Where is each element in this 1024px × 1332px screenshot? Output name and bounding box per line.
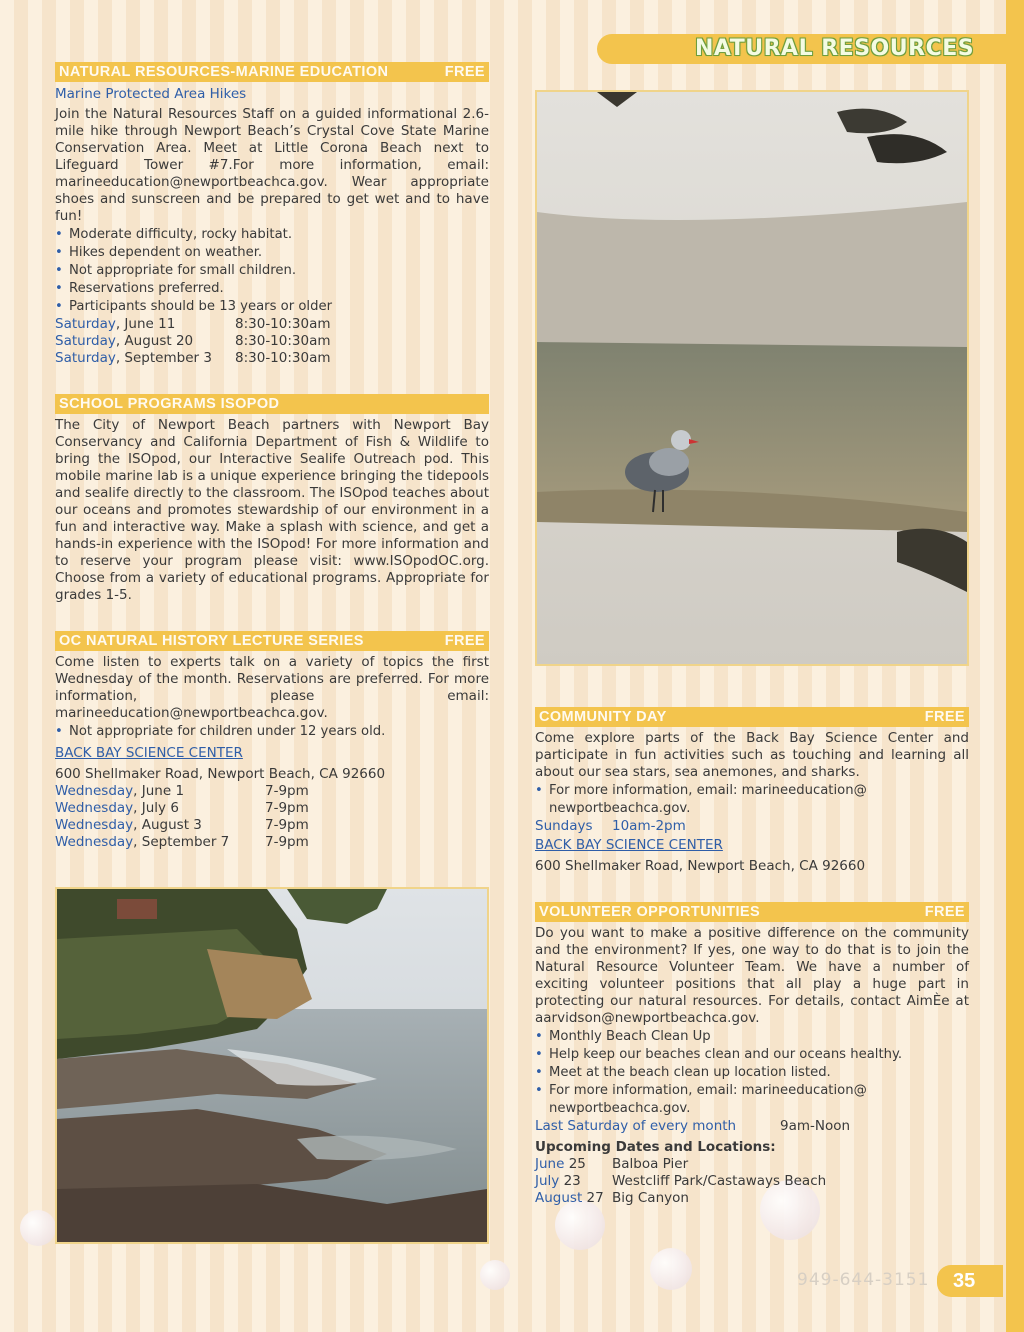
schedule-row: Sundays 10am-2pm <box>535 818 686 834</box>
list-item: • Help keep our beaches clean and our oceans healthy. <box>535 1047 903 1062</box>
free-tag: FREE <box>924 904 965 920</box>
volunteer-section <box>535 902 969 1207</box>
marine-hikes-subtitle: Marine Protected Area Hikes <box>55 86 247 102</box>
isopod-description: The City of Newport Beach partners with Newport Bay Conservancy and California Department of Fish & Wildlife to bring the ISOpod, our Interactive Sealife Outreach pod. This mobile marine lab is a unique experience bringing the tidepools and sealife directly to the classroom. The ISOpod teaches about our oceans and promotes stewardship of our environment in a fun and interactive way. Make a splash with science, and get a hands-in experience with the ISOpod! For more information and to reserve your program please visit: www.ISOpodOC.org. Choose from a variety of educational programs. Appropriate for grades 1-5. <box>55 417 489 603</box>
upcoming-label: Upcoming Dates and Locations: <box>535 1139 776 1155</box>
community-day-section <box>535 707 969 875</box>
banner-title: NATURAL RESOURCES <box>695 36 975 61</box>
lecture-series-header <box>55 631 489 651</box>
community-bullets <box>535 782 969 818</box>
schedule-row: August 27 Big Canyon <box>535 1190 689 1206</box>
lecture-schedule <box>55 783 489 851</box>
schedule-row: Wednesday, September 7 7-9pm <box>55 834 309 850</box>
section-banner <box>597 34 1024 64</box>
location-link[interactable]: BACK BAY SCIENCE CENTER <box>535 837 723 853</box>
isopod-header <box>55 394 489 414</box>
schedule-row: Wednesday, June 1 7-9pm <box>55 783 309 799</box>
list-item: • Participants should be 13 years or older <box>55 299 332 314</box>
section-title: COMMUNITY DAY <box>539 709 667 725</box>
seagull-photo <box>535 90 969 666</box>
decorative-bubble <box>650 1248 692 1290</box>
list-item: • Meet at the beach clean up location listed. <box>535 1065 831 1080</box>
section-title: NATURAL RESOURCES-MARINE EDUCATION <box>59 64 389 80</box>
list-item: • For more information, email: marineeducation@ newportbeachca.gov. <box>535 1083 867 1116</box>
location-link[interactable]: BACK BAY SCIENCE CENTER <box>55 745 243 761</box>
community-day-header <box>535 707 969 727</box>
list-item: • For more information, email: marineeducation@ newportbeachca.gov. <box>535 783 867 816</box>
upcoming-dates <box>535 1156 969 1207</box>
schedule-row: Saturday, June 11 8:30-10:30am <box>55 316 331 332</box>
section-title: VOLUNTEER OPPORTUNITIES <box>539 904 761 920</box>
volunteer-bullets <box>535 1028 969 1118</box>
page-number: 35 <box>937 1265 1003 1297</box>
schedule-row: June 25 Balboa Pier <box>535 1156 689 1172</box>
list-item: • Moderate difficulty, rocky habitat. <box>55 227 293 242</box>
volunteer-schedule <box>535 1118 969 1135</box>
section-title: OC NATURAL HISTORY LECTURE SERIES <box>59 633 364 649</box>
address: 600 Shellmaker Road, Newport Beach, CA 92660 <box>535 858 866 874</box>
free-tag: FREE <box>444 64 485 80</box>
marine-hikes-bullets <box>55 226 489 316</box>
free-tag: FREE <box>444 633 485 649</box>
schedule-row: Saturday, August 20 8:30-10:30am <box>55 333 331 349</box>
isopod-section <box>55 394 489 604</box>
marine-hikes-schedule <box>55 316 489 367</box>
list-item: • Not appropriate for children under 12 years old. <box>55 724 386 739</box>
decorative-bubble <box>555 1200 605 1250</box>
volunteer-header <box>535 902 969 922</box>
coastline-photo <box>55 887 489 1244</box>
lecture-description: Come listen to experts talk on a variety of topics the first Wednesday of the month. Reservations are preferred. For more information, please email: marineeducation@newportbeachca.gov. <box>55 654 489 721</box>
schedule-row: Wednesday, July 6 7-9pm <box>55 800 309 816</box>
community-schedule <box>535 818 969 835</box>
schedule-row: Wednesday, August 3 7-9pm <box>55 817 309 833</box>
schedule-row: Saturday, September 3 8:30-10:30am <box>55 350 331 366</box>
marine-education-header <box>55 62 489 82</box>
list-item: • Not appropriate for small children. <box>55 263 297 278</box>
footer-phone: 949-644-3151 <box>797 1270 930 1290</box>
page-edge-stripe <box>1006 0 1024 1332</box>
decorative-bubble <box>480 1260 510 1290</box>
list-item: • Reservations preferred. <box>55 281 224 296</box>
lecture-bullets <box>55 723 489 741</box>
address: 600 Shellmaker Road, Newport Beach, CA 92660 <box>55 766 386 782</box>
section-title: SCHOOL PROGRAMS ISOPOD <box>59 396 280 412</box>
schedule-row: July 23 Westcliff Park/Castaways Beach <box>535 1173 827 1189</box>
free-tag: FREE <box>924 709 965 725</box>
decorative-bubble <box>20 1210 56 1246</box>
list-item: • Monthly Beach Clean Up <box>535 1029 711 1044</box>
list-item: • Hikes dependent on weather. <box>55 245 263 260</box>
volunteer-description: Do you want to make a positive difference on the community and the environment? If yes, one way to do that is to join the Natural Resource Volunteer Team. We have a number of exciting volunteer positions that all play a huge part in protecting our natural resources. For details, contact AimÈe at aarvidson@newportbeachca.gov. <box>535 925 969 1026</box>
seagull-beach-image <box>537 92 967 664</box>
community-description: Come explore parts of the Back Bay Science Center and participate in fun activities such as touching and learning all about our sea stars, sea anemones, and sharks. <box>535 730 969 780</box>
schedule-row: Last Saturday of every month 9am-Noon <box>535 1118 851 1134</box>
marine-education-section <box>55 62 489 367</box>
marine-hikes-description: Join the Natural Resources Staff on a guided informational 2.6-mile hike through Newport Beach’s Crystal Cove State Marine Conservation Area. Meet at Little Corona Beach next to Lifeguard Tower #7.For more information, email: marineeducation@newportbeachca.gov. Wear appropriate shoes and sunscreen and be prepared to get wet and to have fun! <box>55 106 489 224</box>
lecture-series-section <box>55 631 489 851</box>
rocky-coast-image <box>57 889 487 1242</box>
